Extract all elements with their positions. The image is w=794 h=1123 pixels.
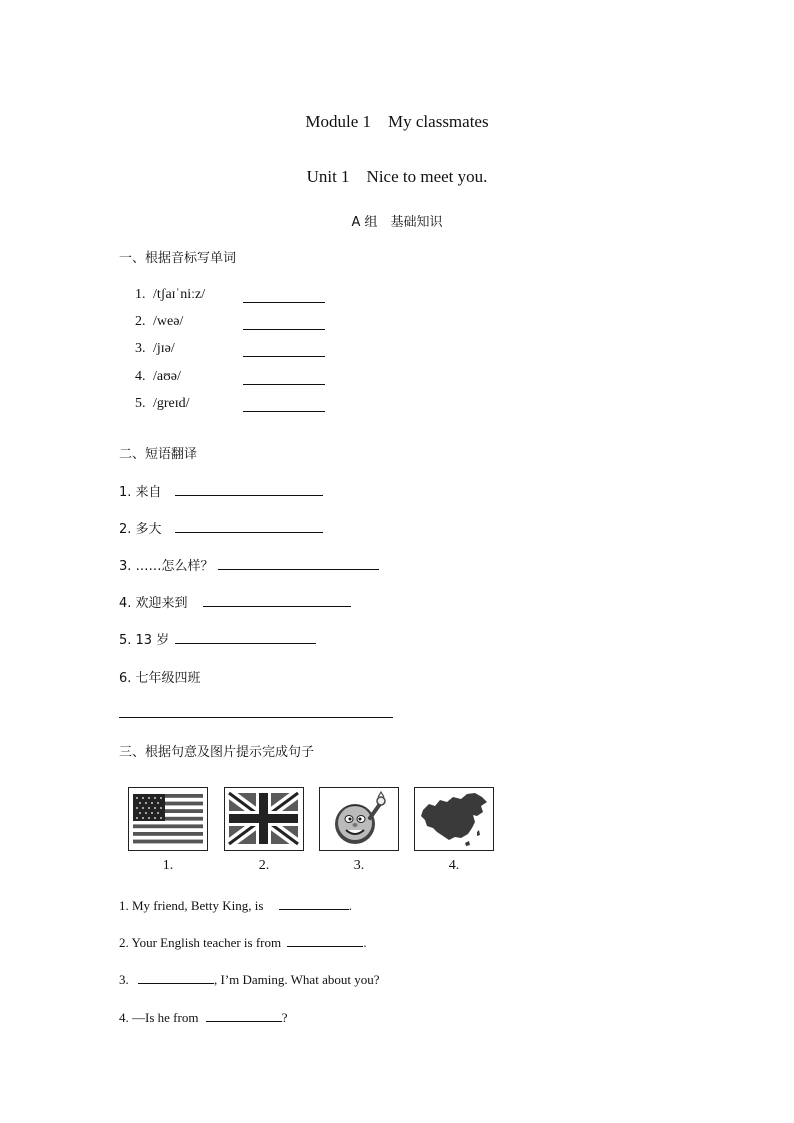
sentence-end: ? [281,1010,288,1025]
answer-blank[interactable] [279,897,349,910]
usa-flag-picture [128,787,208,851]
phonetic: /weə/ [153,314,184,329]
sentence [119,1009,287,1026]
unit-title: Unit 1 Nice to meet you. [306,167,488,186]
phrase-item: 1. 来自 [119,485,162,500]
section2-heading: 二、短语翻译 [119,447,198,462]
answer-blank[interactable] [218,557,379,575]
answer-blank[interactable] [243,344,325,362]
item-number: 1. [135,287,146,302]
picture-number: 2. [258,858,270,873]
phonetic: /greɪd/ [153,396,190,411]
answer-blank[interactable] [243,399,325,417]
sentence-text: 1. My friend, Betty King, is [119,898,264,913]
section1-heading: 一、根据音标写单词 [119,251,237,266]
phonetic: /jɪə/ [153,341,175,356]
china-map-icon [415,788,492,849]
sentence [119,897,352,914]
phrase-item: 4. 欢迎来到 [119,596,188,611]
sentence-text: 4. —Is he from [119,1010,199,1025]
phrase-item: 3. ……怎么样？ [119,559,214,574]
answer-blank[interactable] [175,483,323,501]
usa-flag-icon [129,788,206,849]
character-picture [319,787,399,851]
answer-blank[interactable] [206,1009,282,1022]
sentence-text: 3. [119,972,129,987]
answer-blank[interactable] [175,520,323,538]
sentence [119,971,379,988]
phonetic-item [135,314,183,330]
answer-blank[interactable] [243,372,325,390]
item-number: 2. [135,314,146,329]
sentence-end: . [363,935,367,950]
character-icon [320,788,397,849]
module-title: Module 1 My classmates [305,112,489,131]
answer-blank[interactable] [287,934,363,947]
phonetic: /tʃaɪˈniːz/ [153,287,206,302]
phrase-item: 6. 七年级四班 [119,671,201,686]
phonetic-item [135,287,205,303]
item-number: 5. [135,396,146,411]
sentence-end: , I’m Daming. What about you? [214,972,380,987]
phonetic-item [135,341,175,357]
answer-blank[interactable] [203,594,351,612]
answer-blank[interactable] [119,705,393,723]
answer-blank[interactable] [243,317,325,335]
phonetic-item [135,396,190,412]
answer-blank[interactable] [243,290,325,308]
china-map-picture [414,787,494,851]
phrase-item: 5. 13 岁 [119,633,170,648]
item-number: 4. [135,369,146,384]
item-number: 3. [135,341,146,356]
uk-flag-icon [225,788,302,849]
picture-number: 3. [353,858,365,873]
sentence-text: 2. Your English teacher is from [119,935,282,950]
section3-heading: 三、根据句意及图片提示完成句子 [119,745,315,760]
answer-blank[interactable] [175,631,316,649]
sentence-end: . [348,898,352,913]
picture-number: 1. [162,858,174,873]
picture-number: 4. [448,858,460,873]
phonetic-item [135,369,181,385]
answer-blank[interactable] [138,971,214,984]
group-label: A 组 基础知识 [351,215,443,230]
phonetic: /aʊə/ [153,369,181,384]
uk-flag-picture [224,787,304,851]
sentence [119,934,367,951]
phrase-item: 2. 多大 [119,522,162,537]
